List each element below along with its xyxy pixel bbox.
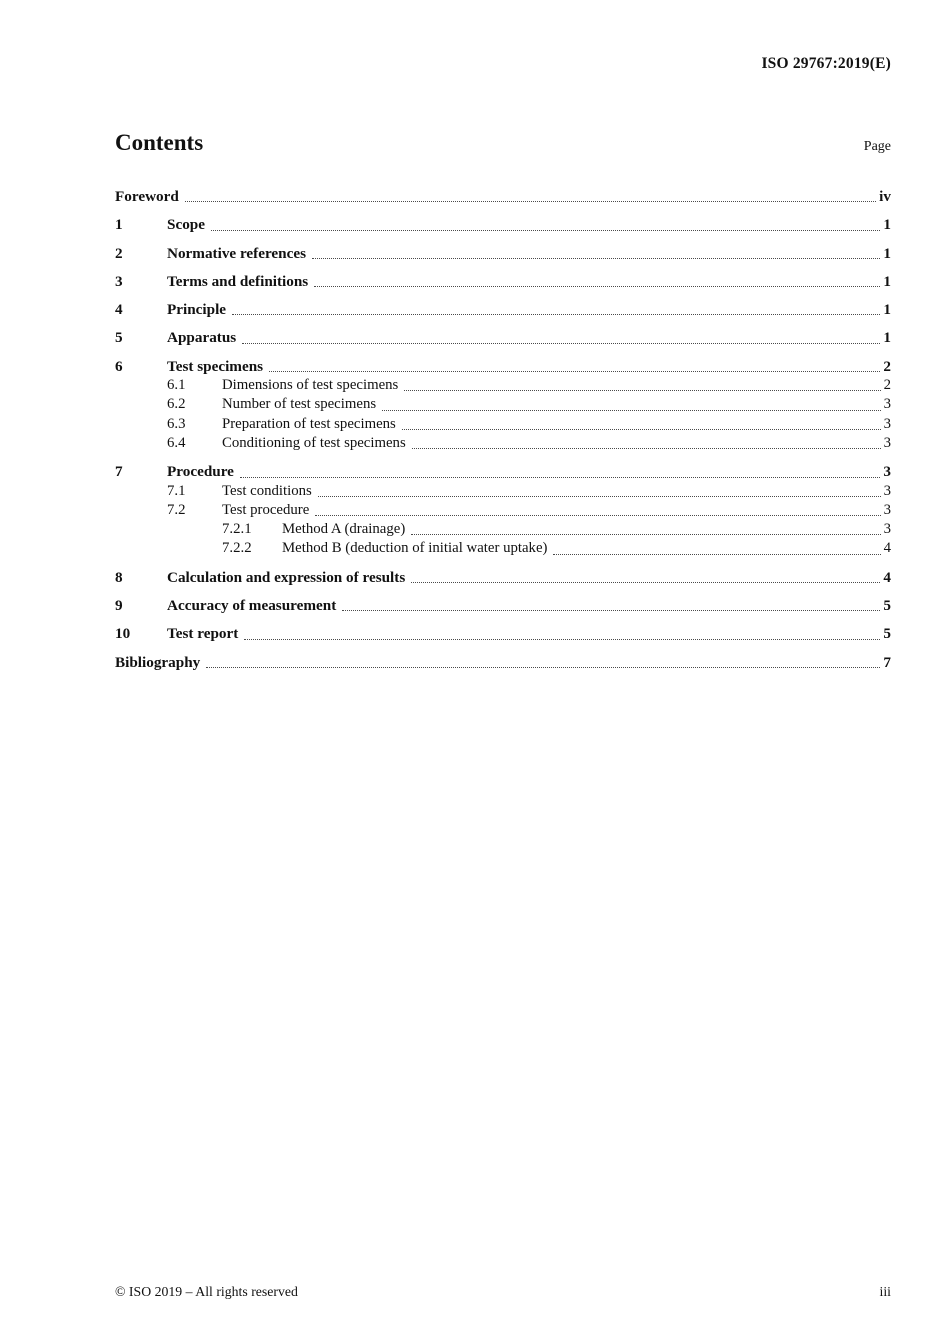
folio-page-number: iii [879,1284,891,1299]
toc-entry [115,395,891,414]
toc-entry [115,415,891,434]
toc-entry-page: 2 [883,377,891,394]
toc-entry [115,520,891,539]
contents-header [115,130,891,156]
toc-entry [115,596,891,615]
toc-entry [115,357,891,376]
contents-title: Contents [115,130,204,155]
toc-entry-number: 6.3 [167,415,186,432]
toc-entry-number: 7.2 [167,501,186,518]
toc-entry-number: 1 [115,216,123,234]
toc-entry-label: Preparation of test specimens [222,415,396,432]
toc-entry-number: 6.4 [167,434,186,451]
toc-leader-dots [412,448,881,449]
toc-entry-label: Number of test specimens [222,396,377,413]
toc-entry-page: 3 [883,434,891,451]
toc-entry-number: 6.1 [167,377,186,394]
toc-entry-number: 7.2.2 [222,540,252,557]
toc-entry-number: 7.1 [167,482,186,499]
toc-entry-number: 2 [115,244,123,262]
toc-entry [115,187,891,206]
toc-entry-label: Test conditions [222,482,312,499]
toc-entry [115,501,891,520]
toc-list [115,178,891,672]
toc-entry-label: Test procedure [222,501,310,518]
toc-leader-dots [404,390,880,391]
toc-entry-label: Method A (drainage) [282,521,406,538]
toc-leader-dots [232,314,880,315]
toc-entry-number: 7.2.1 [222,521,252,538]
toc-entry [115,624,891,643]
toc-entry-page: 4 [883,568,891,586]
toc-entry-label: Foreword [115,188,179,205]
toc-entry-label: Dimensions of test specimens [222,377,399,394]
toc-entry-label: Bibliography [115,653,201,671]
toc-entry-page: 3 [883,521,891,538]
toc-leader-dots [382,410,880,411]
toc-entry-label: Accuracy of measurement [167,597,337,615]
toc-entry-label: Test specimens [167,357,264,375]
toc-entry-number: 8 [115,568,123,586]
toc-entry-number: 9 [115,597,123,615]
toc-leader-dots [315,515,880,516]
toc-entry-page: 3 [883,415,891,432]
toc-entry-label: Calculation and expression of results [167,568,406,586]
toc-entry-label: Apparatus [167,329,237,347]
toc-entry-page: 1 [883,329,891,347]
toc-entry-number: 5 [115,329,123,347]
page-footer [115,1284,891,1300]
toc-entry-label: Procedure [167,463,234,481]
toc-entry [115,215,891,234]
toc-leader-dots [553,554,880,555]
toc-entry-page: 3 [883,482,891,499]
toc-entry-number: 6.2 [167,396,186,413]
toc-entry-page: 4 [883,540,891,557]
toc-leader-dots [206,667,880,668]
toc-entry-page: 3 [883,396,891,413]
toc-leader-dots [244,639,880,640]
toc-leader-dots [411,582,880,583]
toc-entry-number: 6 [115,357,123,375]
toc-entry [115,328,891,347]
toc-entry-page: 5 [883,625,891,643]
toc-leader-dots [242,343,880,344]
toc-entry-page: 1 [883,216,891,234]
toc-entry [115,272,891,291]
toc-entry-page: 3 [883,501,891,518]
toc-entry [115,568,891,587]
toc-entry-label: Principle [167,301,227,319]
toc-leader-dots [411,534,880,535]
toc-entry-label: Test report [167,625,239,643]
toc-entry-label: Conditioning of test specimens [222,434,406,451]
toc-entry-number: 7 [115,463,123,481]
toc-entry-page: 2 [883,357,891,375]
toc-leader-dots [312,258,880,259]
toc-leader-dots [318,496,881,497]
toc-leader-dots [402,429,881,430]
toc-entry-number: 4 [115,301,123,319]
toc-entry-page: 7 [883,653,891,671]
toc-entry-label: Normative references [167,244,307,262]
toc-leader-dots [314,286,880,287]
toc-entry-label: Scope [167,216,205,234]
toc-entry-label: Method B (deduction of initial water uptake) [282,540,548,557]
toc-leader-dots [185,201,876,202]
toc-entry [115,300,891,319]
toc-entry-page: 1 [883,301,891,319]
toc-entry-label: Terms and definitions [167,272,309,290]
copyright-notice: © ISO 2019 – All rights reserved [115,1284,298,1299]
document-identifier: ISO 29767:2019(E) [761,55,891,72]
toc-leader-dots [211,230,880,231]
toc-entry [115,434,891,453]
toc-entry-page: 5 [883,597,891,615]
toc-entry [115,376,891,395]
toc-entry [115,482,891,501]
toc-entry-page: iv [879,188,891,205]
toc-leader-dots [269,371,880,372]
toc-entry [115,244,891,263]
toc-leader-dots [342,610,880,611]
toc-entry [115,653,891,672]
toc-entry [115,539,891,558]
toc-entry-page: 3 [883,463,891,481]
toc-entry-page: 1 [883,244,891,262]
toc-entry-number: 10 [115,625,131,643]
toc-entry-page: 1 [883,272,891,290]
toc-leader-dots [240,477,880,478]
page-column-label: Page [863,139,891,154]
toc-entry-number: 3 [115,272,123,290]
toc-entry [115,462,891,481]
